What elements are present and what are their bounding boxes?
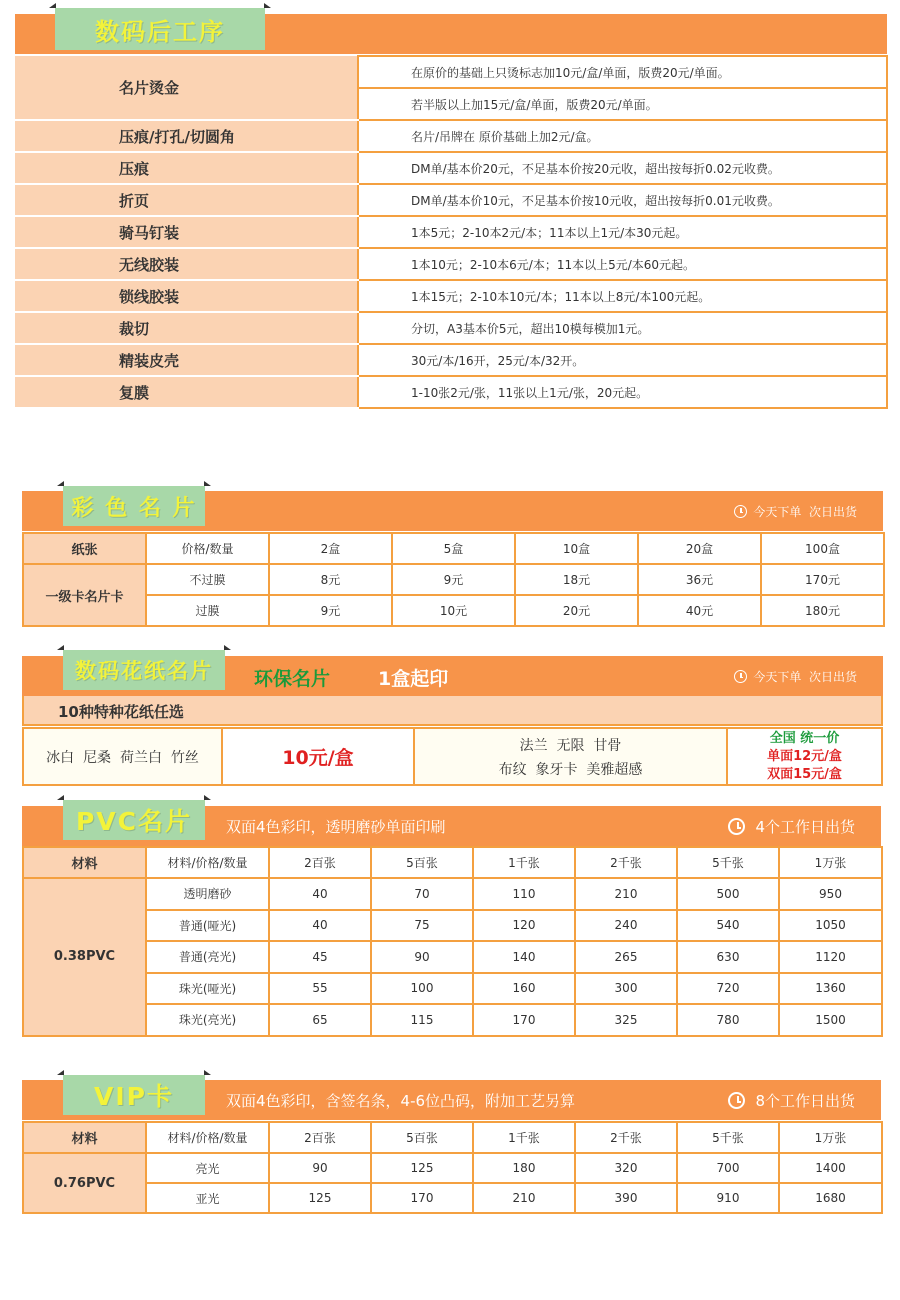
table-cell: 1360 bbox=[779, 973, 882, 1005]
table-cell: 110 bbox=[473, 878, 575, 910]
table-cell: 亚光 bbox=[146, 1183, 269, 1213]
table-row bbox=[15, 376, 887, 408]
table-row bbox=[23, 1153, 882, 1183]
table-cell: 70 bbox=[371, 878, 473, 910]
table-row bbox=[15, 312, 887, 344]
table-row bbox=[15, 248, 887, 280]
table-cell: 950 bbox=[779, 878, 882, 910]
fancy-card-papers-b-line1: 法兰 无限 甘骨 bbox=[519, 737, 622, 754]
postpress-item-detail: 1-10张2元/张，11张以上1元/张，20元起。 bbox=[358, 376, 887, 408]
table-header-cell: 5百张 bbox=[371, 847, 473, 878]
fancy-card-papers-b bbox=[415, 729, 728, 784]
fancy-card-double: 双面15元/盒 bbox=[767, 766, 842, 782]
postpress-title-tab bbox=[55, 8, 265, 50]
table-cell: 500 bbox=[677, 878, 779, 910]
vip-title-tab bbox=[63, 1075, 205, 1115]
table-cell: 透明磨砂 bbox=[146, 878, 269, 910]
table-cell: 18元 bbox=[515, 564, 638, 595]
table-cell: 75 bbox=[371, 910, 473, 942]
table-row bbox=[23, 564, 884, 595]
fancy-card-price: 10元/盒 bbox=[223, 729, 415, 784]
fancy-card-slogan-b: 1盒起印 bbox=[378, 668, 449, 690]
table-cell: 630 bbox=[677, 941, 779, 973]
postpress-table bbox=[15, 55, 888, 409]
table-cell: 普通(哑光) bbox=[146, 910, 269, 942]
table-row bbox=[23, 878, 882, 910]
postpress-item-detail: DM单/基本价20元，不足基本价按20元收，超出按每折0.02元收费。 bbox=[358, 152, 887, 184]
clock-icon bbox=[728, 1092, 745, 1109]
table-row bbox=[15, 56, 887, 88]
table-header-cell: 100盒 bbox=[761, 533, 884, 564]
table-header-cell: 5千张 bbox=[677, 1122, 779, 1153]
postpress-item-detail: 1本10元；2-10本6元/本；11本以上5元/本60元起。 bbox=[358, 248, 887, 280]
table-cell: 90 bbox=[269, 1153, 371, 1183]
pvc-desc: 双面4色彩印，透明磨砂单面印刷 bbox=[226, 818, 446, 836]
table-header-cell: 2盒 bbox=[269, 533, 392, 564]
table-cell: 100 bbox=[371, 973, 473, 1005]
table-header-cell: 价格/数量 bbox=[146, 533, 269, 564]
table-cell: 720 bbox=[677, 973, 779, 1005]
fancy-card-papers-b-line2: 布纹 象牙卡 美雅超感 bbox=[498, 761, 643, 778]
postpress-item-name: 折页 bbox=[15, 184, 358, 216]
table-cell: 亮光 bbox=[146, 1153, 269, 1183]
table-cell: 1400 bbox=[779, 1153, 882, 1183]
table-row bbox=[15, 344, 887, 376]
table-header-cell: 1万张 bbox=[779, 1122, 882, 1153]
pvc-title-tab bbox=[63, 800, 205, 840]
postpress-item-name: 名片烫金 bbox=[15, 56, 358, 120]
postpress-item-detail: 在原价的基础上只烫标志加10元/盒/单面，版费20元/单面。 bbox=[358, 56, 887, 88]
fancy-card-options bbox=[22, 727, 883, 786]
table-cell: 390 bbox=[575, 1183, 677, 1213]
color-card-header-row bbox=[23, 533, 884, 564]
table-header-cell: 材料/价格/数量 bbox=[146, 1122, 269, 1153]
postpress-title: 数码后工序 bbox=[95, 17, 225, 46]
table-cell: 160 bbox=[473, 973, 575, 1005]
table-cell: 265 bbox=[575, 941, 677, 973]
table-cell: 170 bbox=[371, 1183, 473, 1213]
postpress-item-name: 精装皮壳 bbox=[15, 344, 358, 376]
table-row bbox=[15, 280, 887, 312]
table-cell: 40 bbox=[269, 910, 371, 942]
fancy-card-title: 数码花纸名片 bbox=[75, 659, 213, 683]
postpress-item-name: 锁线胶装 bbox=[15, 280, 358, 312]
clock-icon bbox=[734, 670, 747, 683]
table-cell: 115 bbox=[371, 1004, 473, 1036]
fancy-card-subtitle-bar bbox=[22, 696, 883, 726]
table-cell: 210 bbox=[473, 1183, 575, 1213]
table-cell: 65 bbox=[269, 1004, 371, 1036]
vip-col0: 材料 bbox=[23, 1122, 146, 1153]
postpress-item-name: 骑马钉装 bbox=[15, 216, 358, 248]
postpress-item-detail: DM单/基本价10元，不足基本价按10元收，超出按每折0.01元收费。 bbox=[358, 184, 887, 216]
color-card-group: 一级卡名片卡 bbox=[23, 564, 146, 626]
color-card-table bbox=[22, 532, 885, 627]
table-row bbox=[15, 120, 887, 152]
table-header-cell: 20盒 bbox=[638, 533, 761, 564]
table-cell: 9元 bbox=[392, 564, 515, 595]
table-cell: 125 bbox=[371, 1153, 473, 1183]
postpress-item-detail: 分切，A3基本价5元，超出10模每模加1元。 bbox=[358, 312, 887, 344]
table-cell: 910 bbox=[677, 1183, 779, 1213]
fancy-card-unified: 全国 统一价 bbox=[769, 730, 840, 746]
table-cell: 40 bbox=[269, 878, 371, 910]
table-cell: 180元 bbox=[761, 595, 884, 626]
table-cell: 140 bbox=[473, 941, 575, 973]
table-cell: 36元 bbox=[638, 564, 761, 595]
postpress-item-name: 复膜 bbox=[15, 376, 358, 408]
table-cell: 45 bbox=[269, 941, 371, 973]
table-cell: 普通(亮光) bbox=[146, 941, 269, 973]
table-header-cell: 2百张 bbox=[269, 847, 371, 878]
table-header-cell: 5百张 bbox=[371, 1122, 473, 1153]
table-cell: 1680 bbox=[779, 1183, 882, 1213]
table-header-cell: 材料/价格/数量 bbox=[146, 847, 269, 878]
table-cell: 20元 bbox=[515, 595, 638, 626]
table-cell: 1050 bbox=[779, 910, 882, 942]
postpress-item-name: 压痕/打孔/切圆角 bbox=[15, 120, 358, 152]
pvc-note bbox=[728, 816, 855, 837]
table-cell: 10元 bbox=[392, 595, 515, 626]
fancy-card-subtitle: 10种特种花纸任选 bbox=[58, 703, 184, 721]
postpress-item-detail: 若半版以上加15元/盒/单面，版费20元/单面。 bbox=[358, 88, 887, 120]
postpress-item-name: 压痕 bbox=[15, 152, 358, 184]
color-card-title-tab bbox=[63, 486, 205, 526]
table-header-cell: 2千张 bbox=[575, 1122, 677, 1153]
table-cell: 珠光(哑光) bbox=[146, 973, 269, 1005]
postpress-item-detail: 名片/吊牌在 原价基础上加2元/盒。 bbox=[358, 120, 887, 152]
table-cell: 125 bbox=[269, 1183, 371, 1213]
table-cell: 40元 bbox=[638, 595, 761, 626]
vip-title: VIP卡 bbox=[94, 1082, 174, 1111]
table-cell: 不过膜 bbox=[146, 564, 269, 595]
table-cell: 1120 bbox=[779, 941, 882, 973]
table-row bbox=[23, 595, 884, 626]
table-row bbox=[23, 1183, 882, 1213]
table-row bbox=[15, 216, 887, 248]
pvc-header-row bbox=[23, 847, 882, 878]
table-header-cell: 2百张 bbox=[269, 1122, 371, 1153]
color-card-title: 彩 色 名 片 bbox=[71, 495, 197, 521]
vip-note-text: 8个工作日出货 bbox=[755, 1092, 855, 1110]
vip-header-row bbox=[23, 1122, 882, 1153]
color-card-note-text: 今天下单 次日出货 bbox=[753, 505, 857, 519]
fancy-card-single: 单面12元/盒 bbox=[767, 748, 842, 764]
pvc-col0: 材料 bbox=[23, 847, 146, 878]
table-cell: 180 bbox=[473, 1153, 575, 1183]
table-header-cell: 1千张 bbox=[473, 1122, 575, 1153]
table-cell: 8元 bbox=[269, 564, 392, 595]
postpress-item-detail: 1本5元；2-10本2元/本；11本以上1元/本30元起。 bbox=[358, 216, 887, 248]
color-card-note bbox=[734, 503, 857, 520]
table-row bbox=[23, 910, 882, 942]
table-cell: 540 bbox=[677, 910, 779, 942]
table-cell: 780 bbox=[677, 1004, 779, 1036]
table-row bbox=[23, 941, 882, 973]
table-cell: 1500 bbox=[779, 1004, 882, 1036]
pvc-group: 0.38PVC bbox=[23, 878, 146, 1036]
fancy-card-note-text: 今天下单 次日出货 bbox=[753, 670, 857, 684]
fancy-card-pricing bbox=[728, 729, 881, 784]
vip-desc: 双面4色彩印，含签名条，4-6位凸码，附加工艺另算 bbox=[226, 1092, 576, 1110]
postpress-item-detail: 1本15元；2-10本10元/本；11本以上8元/本100元起。 bbox=[358, 280, 887, 312]
table-row bbox=[23, 1004, 882, 1036]
table-cell: 170 bbox=[473, 1004, 575, 1036]
pvc-title: PVC名片 bbox=[75, 807, 193, 836]
table-cell: 170元 bbox=[761, 564, 884, 595]
table-cell: 210 bbox=[575, 878, 677, 910]
postpress-item-name: 无线胶装 bbox=[15, 248, 358, 280]
table-header-cell: 1万张 bbox=[779, 847, 882, 878]
table-header-cell: 10盒 bbox=[515, 533, 638, 564]
table-cell: 55 bbox=[269, 973, 371, 1005]
table-cell: 过膜 bbox=[146, 595, 269, 626]
color-card-col0: 纸张 bbox=[23, 533, 146, 564]
fancy-card-note bbox=[734, 668, 857, 685]
table-cell: 300 bbox=[575, 973, 677, 1005]
vip-note bbox=[728, 1090, 855, 1111]
table-cell: 325 bbox=[575, 1004, 677, 1036]
fancy-card-slogan-a: 环保名片 bbox=[254, 668, 331, 690]
vip-group: 0.76PVC bbox=[23, 1153, 146, 1213]
table-cell: 9元 bbox=[269, 595, 392, 626]
table-cell: 320 bbox=[575, 1153, 677, 1183]
fancy-card-title-tab bbox=[63, 650, 225, 690]
clock-icon bbox=[734, 505, 747, 518]
vip-table bbox=[22, 1121, 883, 1214]
table-cell: 珠光(亮光) bbox=[146, 1004, 269, 1036]
table-header-cell: 5千张 bbox=[677, 847, 779, 878]
table-header-cell: 2千张 bbox=[575, 847, 677, 878]
postpress-item-detail: 30元/本/16开，25元/本/32开。 bbox=[358, 344, 887, 376]
postpress-item-name: 裁切 bbox=[15, 312, 358, 344]
table-cell: 120 bbox=[473, 910, 575, 942]
table-cell: 240 bbox=[575, 910, 677, 942]
table-row bbox=[23, 973, 882, 1005]
fancy-card-papers-a: 冰白 尼桑 荷兰白 竹丝 bbox=[24, 729, 223, 784]
clock-icon bbox=[728, 818, 745, 835]
table-header-cell: 1千张 bbox=[473, 847, 575, 878]
table-row bbox=[15, 152, 887, 184]
table-cell: 90 bbox=[371, 941, 473, 973]
table-cell: 700 bbox=[677, 1153, 779, 1183]
pvc-note-text: 4个工作日出货 bbox=[755, 818, 855, 836]
table-row bbox=[15, 184, 887, 216]
table-header-cell: 5盒 bbox=[392, 533, 515, 564]
pvc-table bbox=[22, 846, 883, 1037]
